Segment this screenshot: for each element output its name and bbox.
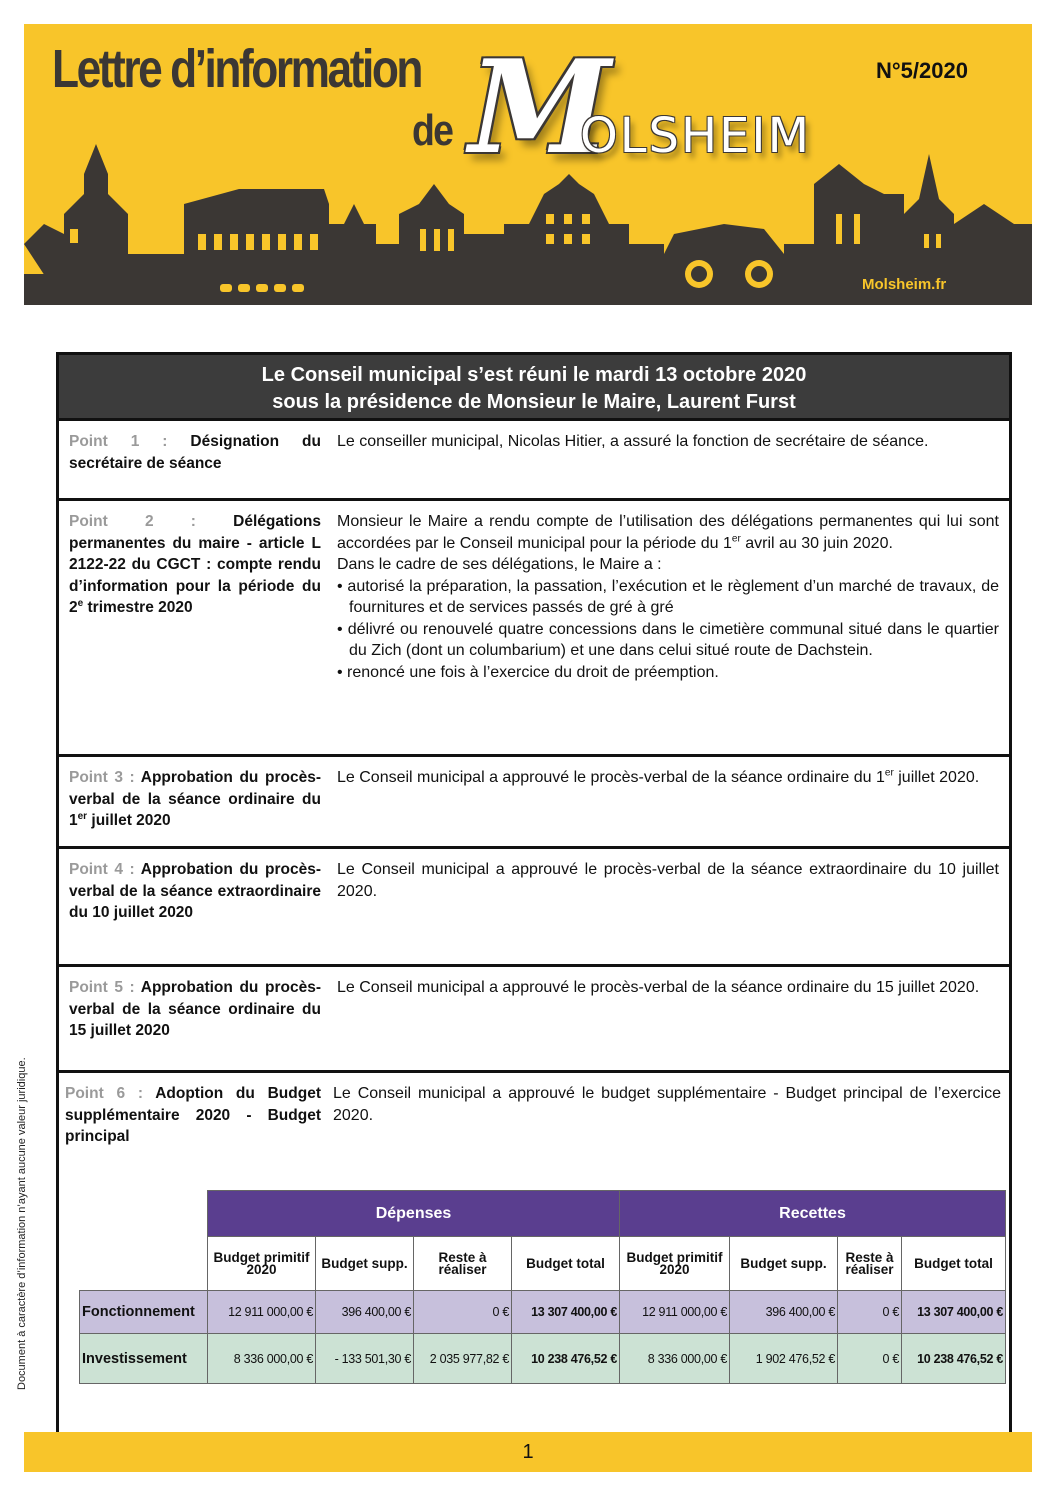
- table-cell-total: 10 238 476,52 €: [902, 1334, 1006, 1384]
- point-decision: [337, 859, 999, 902]
- point-decision: [337, 767, 999, 789]
- point-number: Point 1 :: [69, 433, 168, 450]
- point-decision: [337, 977, 999, 999]
- table-cell: 0 €: [414, 1291, 512, 1334]
- budget-group-header-depenses: Dépenses: [208, 1191, 620, 1237]
- point-decision-text: Le Conseil municipal a approuvé le procès-verbal de la séance ordinaire du 1er juillet 2020.: [337, 767, 980, 786]
- budget-table: [79, 1190, 1006, 1384]
- table-cell: - 133 501,30 €: [316, 1334, 414, 1384]
- point-number: Point 4 :: [69, 861, 135, 878]
- newsletter-title-de: de: [412, 106, 453, 155]
- point-decision-text: Le Conseil municipal a approuvé le procès-verbal de la séance ordinaire du 15 juillet 2020.: [337, 979, 980, 996]
- agenda-point-5: [59, 967, 1009, 1073]
- agenda-point-3: [59, 757, 1009, 849]
- column-header: Budget supp.: [316, 1237, 414, 1291]
- point-title-text: Approbation du procès-verbal de la séance ordinaire du 1: [69, 769, 321, 829]
- column-header: Budget supp.: [730, 1237, 838, 1291]
- point-decision-text: Le Conseil municipal a approuvé le budget supplémentaire - Budget principal de l’exercice 2020.: [333, 1085, 1001, 1124]
- legal-disclaimer: Document à caractère d’information n’ayant aucune valeur juridique.: [16, 1057, 28, 1390]
- website-logo: Molsheim.fr: [862, 276, 947, 293]
- point-title-text-end: juillet 2020: [87, 812, 171, 829]
- page-number: 1: [522, 1441, 534, 1463]
- point-decision-text: Le Conseil municipal a approuvé le procès-verbal de la séance extraordinaire du 10 juillet 2020.: [337, 861, 999, 900]
- header-banner: [24, 24, 1032, 305]
- column-header: Reste à réaliser: [414, 1237, 512, 1291]
- point-decision: [337, 431, 999, 453]
- point-decision: [333, 1083, 1001, 1126]
- delegation-bullet: • délivré ou renouvelé quatre concessions dans le cimetière communal situé dans le quartier du Zich (dont un columbarium) et une dans celui situé route de Dachstein.: [337, 620, 999, 659]
- point-decision-text: Le conseiller municipal, Nicolas Hitier, a assuré la fonction de secrétaire de séance.: [337, 433, 929, 450]
- table-row: [80, 1291, 1006, 1334]
- column-header: Budget total: [902, 1237, 1006, 1291]
- table-cell-total: 13 307 400,00 €: [512, 1291, 620, 1334]
- meeting-date-line: Le Conseil municipal s’est réuni le mardi 13 octobre 2020: [261, 364, 807, 386]
- table-cell: 12 911 000,00 €: [208, 1291, 316, 1334]
- point-decision: [337, 511, 999, 683]
- agenda-point-6: [59, 1073, 1009, 1435]
- meeting-header: [59, 355, 1009, 421]
- column-header: Reste à réaliser: [838, 1237, 902, 1291]
- agenda-point-2: [59, 501, 1009, 757]
- point-number: Point 5 :: [69, 979, 135, 996]
- point-title-text-end: trimestre 2020: [83, 599, 193, 616]
- table-cell: 8 336 000,00 €: [620, 1334, 730, 1384]
- agenda-point-1: [59, 421, 1009, 501]
- table-cell: 396 400,00 €: [316, 1291, 414, 1334]
- point-title: [69, 767, 321, 832]
- table-cell: 8 336 000,00 €: [208, 1334, 316, 1384]
- budget-group-header-recettes: Recettes: [620, 1191, 1006, 1237]
- agenda-point-4: [59, 849, 1009, 967]
- table-row: [80, 1334, 1006, 1384]
- delegation-bullet: • renoncé une fois à l’exercice du droit de préemption.: [337, 663, 719, 681]
- table-cell-total: 13 307 400,00 €: [902, 1291, 1006, 1334]
- town-logo-name: OLSHEIM: [580, 108, 811, 164]
- point-title-text: Désignation du secrétaire de séance: [69, 433, 321, 472]
- column-header: Budget primitif 2020: [620, 1237, 730, 1291]
- point-title: [65, 1083, 321, 1148]
- issue-number: N°5/2020: [876, 58, 968, 83]
- point-title: [69, 859, 321, 924]
- newsletter-title: Lettre d’information: [52, 39, 421, 99]
- table-cell: 0 €: [838, 1334, 902, 1384]
- column-header: Budget total: [512, 1237, 620, 1291]
- row-label: Fonctionnement: [80, 1291, 208, 1334]
- ordinal-suffix: er: [884, 767, 894, 779]
- point-title: [69, 431, 321, 474]
- table-cell: 1 902 476,52 €: [730, 1334, 838, 1384]
- delegation-bullet: • autorisé la préparation, la passation, l’exécution et le règlement d’un marché de travaux, de fournitures et de services passés de gré à gré: [337, 577, 999, 616]
- point-number: Point 2 :: [69, 513, 196, 530]
- point-title: [69, 977, 321, 1042]
- point-title-text: Approbation du procès-verbal de la séance extraordinaire du 10 juillet 2020: [69, 861, 321, 921]
- point-title-text: Approbation du procès-verbal de la séance ordinaire du 15 juillet 2020: [69, 979, 321, 1039]
- town-logo-initial: M: [469, 33, 611, 183]
- delegations-intro: Dans le cadre de ses délégations, le Maire a :: [337, 556, 662, 573]
- table-cell: 2 035 977,82 €: [414, 1334, 512, 1384]
- meeting-president-line: sous la présidence de Monsieur le Maire, Laurent Furst: [272, 391, 796, 413]
- table-cell: 12 911 000,00 €: [620, 1291, 730, 1334]
- table-cell-total: 10 238 476,52 €: [512, 1334, 620, 1384]
- row-label: Investissement: [80, 1334, 208, 1384]
- point-title: [69, 511, 321, 619]
- footer-bar: [24, 1432, 1032, 1472]
- ordinal-suffix: er: [731, 533, 741, 545]
- council-report-frame: [56, 352, 1012, 1432]
- table-cell: 396 400,00 €: [730, 1291, 838, 1334]
- ordinal-suffix: e: [77, 597, 84, 609]
- point-decision-text: Monsieur le Maire a rendu compte de l’utilisation des délégations permanentes qui lui sont accordées par le Conseil municipal pour la période du 1er avril au 30 juin 2020.: [337, 513, 999, 552]
- column-header: Budget primitif 2020: [208, 1237, 316, 1291]
- point-number: Point 3 :: [69, 769, 135, 786]
- point-title-text: Adoption du Budget supplémentaire 2020 - Budget principal: [65, 1085, 321, 1145]
- point-title-text: Délégations permanentes du maire - article L 2122-22 du CGCT : compte rendu d’information pour la période du 2: [69, 513, 321, 616]
- point-number: Point 6 :: [65, 1085, 144, 1102]
- ordinal-suffix: er: [77, 810, 88, 822]
- table-cell: 0 €: [838, 1291, 902, 1334]
